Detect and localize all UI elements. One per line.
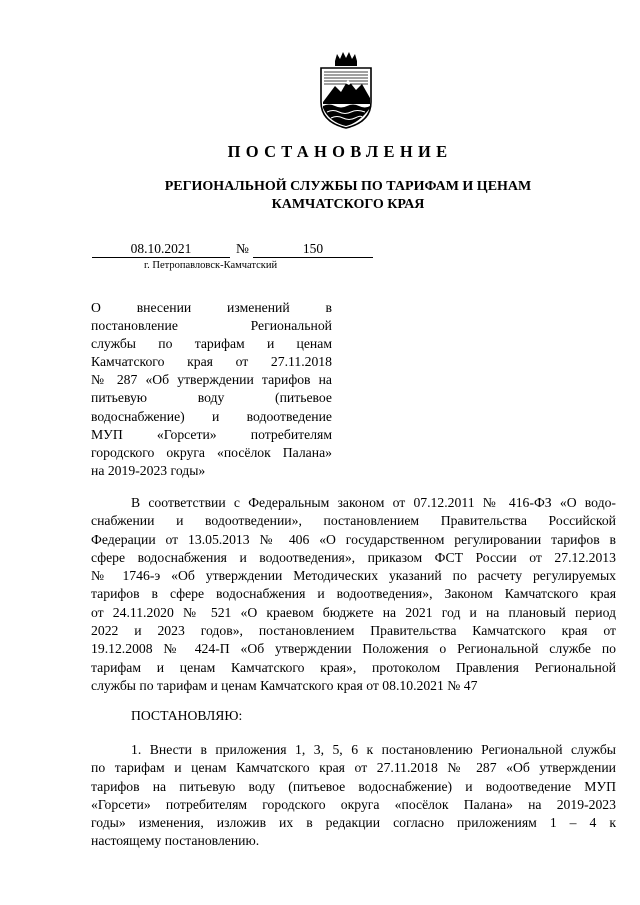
preamble-line: Федерации от 13.05.2013 № 406 «О государственном регулировании тарифов в xyxy=(91,531,616,547)
decree-number: 150 xyxy=(253,240,373,258)
city-name: г. Петропавловск-Камчатский xyxy=(144,260,278,271)
subject-line: на 2019-2023 годы» xyxy=(91,462,206,478)
clause-line: по тарифам и ценам Камчатского края от 27.11.2018 № 287 «Об утверждении xyxy=(91,760,616,776)
preamble-line: тарифов в сфере водоснабжения и водоотведения», Законом Камчатского края xyxy=(91,586,616,602)
preamble-line: сфере водоснабжения и водоотведения», приказом ФСТ России от 27.12.2013 xyxy=(91,549,616,565)
subject-line: постановление Региональной xyxy=(91,318,332,334)
preamble-line: тарифам и ценам Камчатского края», протоколом Правления Региональной xyxy=(91,659,616,675)
subject-line: водоснабжение) и водоотведение xyxy=(91,408,332,424)
kamchatka-emblem-icon xyxy=(315,52,377,130)
preamble-line: В соответствии с Федеральным законом от 07.12.2011 № 416-ФЗ «О водо- xyxy=(131,495,616,510)
organization-name-line2: КАМЧАТСКОГО КРАЯ xyxy=(271,196,425,212)
decree-subject xyxy=(91,299,332,480)
subject-line: О внесении изменений в xyxy=(91,300,332,315)
decree-word: ПОСТАНОВЛЯЮ: xyxy=(131,708,243,723)
clause-line: «Горсети» потребителям городского округа «посёлок Палана» на 2019-2023 xyxy=(91,796,616,812)
preamble-line: 19.12.2008 № 424-П «Об утверждении Положения о Региональной службе по xyxy=(91,641,616,657)
subject-line: Камчатского края от 27.11.2018 xyxy=(91,354,332,370)
subject-line: МУП «Горсети» потребителям xyxy=(91,426,332,442)
clause-line: настоящему постановлению. xyxy=(91,833,260,849)
preamble-line: 2022 и 2023 годов», постановлением Правительства Камчатского края от xyxy=(91,623,616,639)
preamble-line: № 1746-э «Об утверждении Методических указаний по расчету регулируемых xyxy=(91,568,616,584)
subject-line: городского округа «посёлок Палана» xyxy=(91,444,332,460)
clause-line: 1. Внести в приложения 1, 3, 5, 6 к постановлению Региональной службы xyxy=(131,742,616,757)
document-type-title: ПОСТАНОВЛЕНИЕ xyxy=(227,142,453,161)
clause-line: годы» изменения, изложив их в редакции согласно приложениям 1 – 4 к xyxy=(91,815,616,831)
preamble-line: от 24.11.2020 № 521 «О краевом бюджете на 2021 год и на плановый период xyxy=(91,604,616,620)
clause-1-paragraph xyxy=(91,741,616,851)
subject-line: службы по тарифам и ценам xyxy=(91,336,332,352)
organization-name xyxy=(0,178,640,213)
clause-line: тарифов на питьевую воду (питьевое водоснабжение) и водоотведение МУП xyxy=(91,778,616,794)
preamble-paragraph xyxy=(91,494,616,695)
preamble-line: снабжении и водоотведении», постановлением Правительства Российской xyxy=(91,513,616,529)
preamble-line: службы по тарифам и ценам Камчатского края от 08.10.2021 № 47 xyxy=(91,677,478,693)
subject-line: № 287 «Об утверждении тарифов на xyxy=(91,372,332,388)
decree-date: 08.10.2021 xyxy=(92,240,230,258)
subject-line: питьевую воду (питьевое xyxy=(91,390,332,406)
number-sign: № xyxy=(236,241,249,256)
organization-name-line1: РЕГИОНАЛЬНОЙ СЛУЖБЫ ПО ТАРИФАМ И ЦЕНАМ xyxy=(164,179,532,194)
